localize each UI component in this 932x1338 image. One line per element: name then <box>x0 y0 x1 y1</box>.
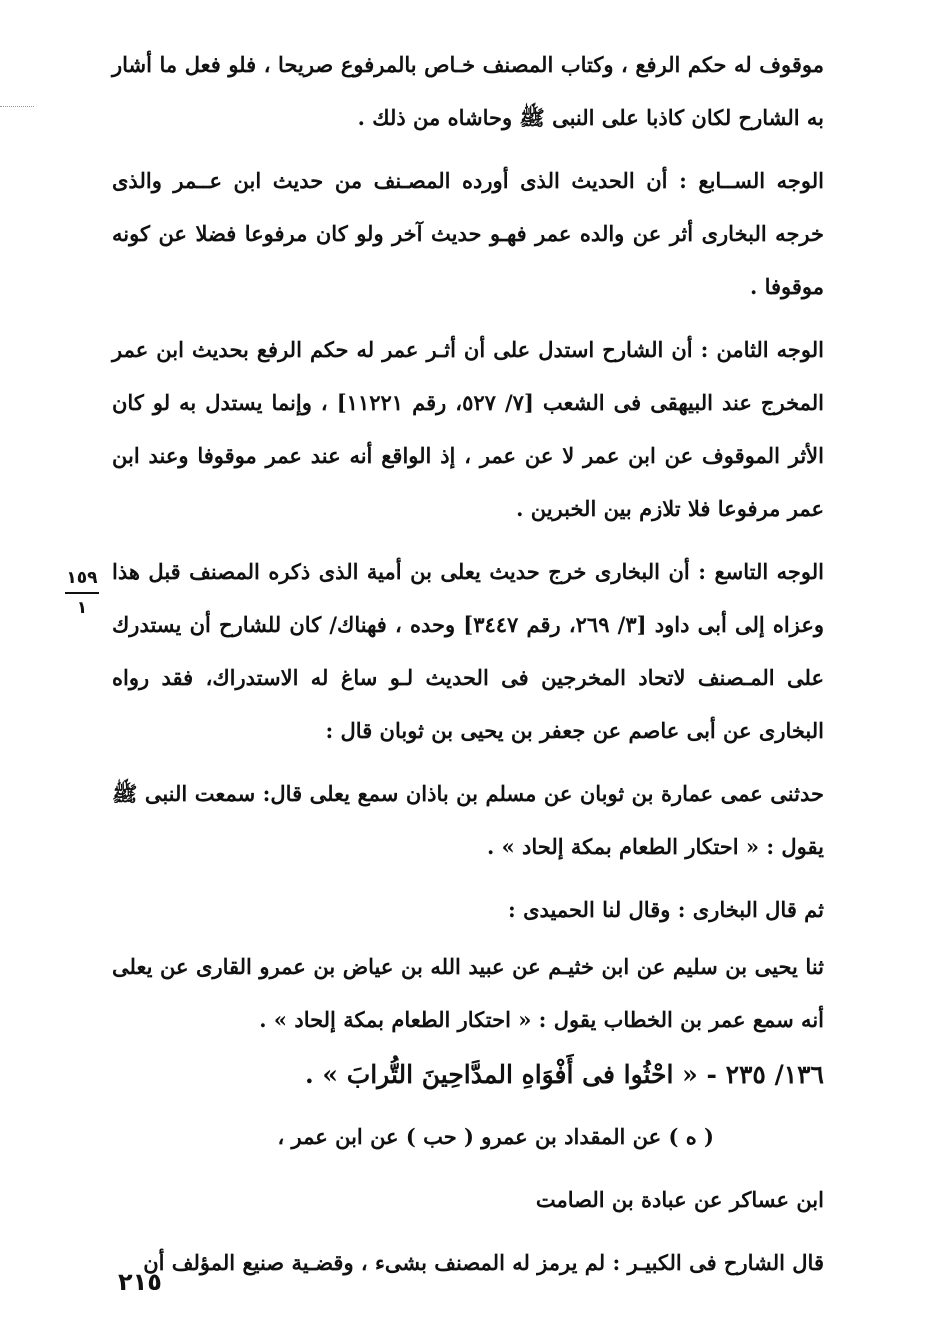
margin-page-reference <box>60 568 104 618</box>
paragraph-ninth-aspect: الوجه التاسع : أن البخارى خرج حديث يعلى بن أمية الذى ذكره المصنف قبل هذا وعزاه إلى أبى داود [٣/ ٢٦٩، رقم ٣٤٤٧] وحده ، فهناك/ كان للشارح أن يستدرك على المـصنف لاتحاد المخرجين فى الحديث لـو ساغ له الاستدراك، فقد رواه البخارى عن أبى عاصم عن جعفر بن يحيى بن ثوبان قال : <box>112 559 825 743</box>
paragraph-eighth-aspect: الوجه الثامن : أن الشارح استدل على أن أثـر عمر له حكم الرفع بحديث ابن عمر المخرج عند البيهقى فى الشعب [٧/ ٥٢٧، رقم ١١٢٢١] ، وإنما يستدل به لو كان الأثر الموقوف عن ابن عمر لا عن عمر ، إذ الواقع أنه عند عمر موقوفا وعند ابن عمر مرفوعا فلا تلازم بين الخبرين . <box>112 337 824 521</box>
body-text <box>112 38 824 1299</box>
hadith-heading: ١٣٦/ ٢٣٥ - « احْثُوا فى أَفْوَاهِ المدَّاحِينَ التُّرابَ » . <box>304 1060 824 1089</box>
margin-note-divider <box>65 592 99 594</box>
paragraph-seventh-aspect: الوجه الســابع : أن الحديث الذى أورده المصـنف من حديث ابن عــمر والذى خرجه البخارى أثر عن والده عمر فهـو حديث آخر ولو كان مرفوعا فضلا عن كونه موقوفا . <box>112 168 824 299</box>
hadith-source-1: ( ه ) عن المقداد بن عمرو ( حب ) عن ابن عمر ، <box>277 1124 714 1149</box>
margin-note-bottom: ١ <box>76 598 88 618</box>
edge-mark <box>0 106 34 109</box>
paragraph-hadith-narration: حدثنى عمى عمارة بن ثوبان عن مسلم بن باذان سمع يعلى قال: سمعت النبى ﷺ يقول : « احتكار الطعام بمكة إلحاد » . <box>112 781 824 859</box>
page-number: ٢١٥ <box>118 1268 162 1296</box>
paragraph-humaydi-chain: ثنا يحيى بن سليم عن ابن خثيـم عن عبيد الله بن عياض بن عمرو القارى عن يعلى أنه سمع عمر بن الخطاب يقول : « احتكار الطعام بمكة إلحاد » . <box>112 954 824 1032</box>
paragraph-commentary: قال الشارح فى الكبيـر : لم يرمز له المصنف بشىء ، وقضـية صنيع المؤلف أن <box>143 1250 824 1275</box>
hadith-source-2: ابن عساكر عن عبادة بن الصامت <box>535 1187 824 1212</box>
paragraph-bukhari-quote: ثم قال البخارى : وقال لنا الحميدى : <box>508 897 824 922</box>
margin-note-top: ١٥٩ <box>66 568 98 588</box>
paragraph-continuation: موقوف له حكم الرفع ، وكتاب المصنف خـاص بالمرفوع صريحا ، فلو فعل ما أشار به الشارح لكان كاذبا على النبى ﷺ وحاشاه من ذلك . <box>112 52 824 130</box>
